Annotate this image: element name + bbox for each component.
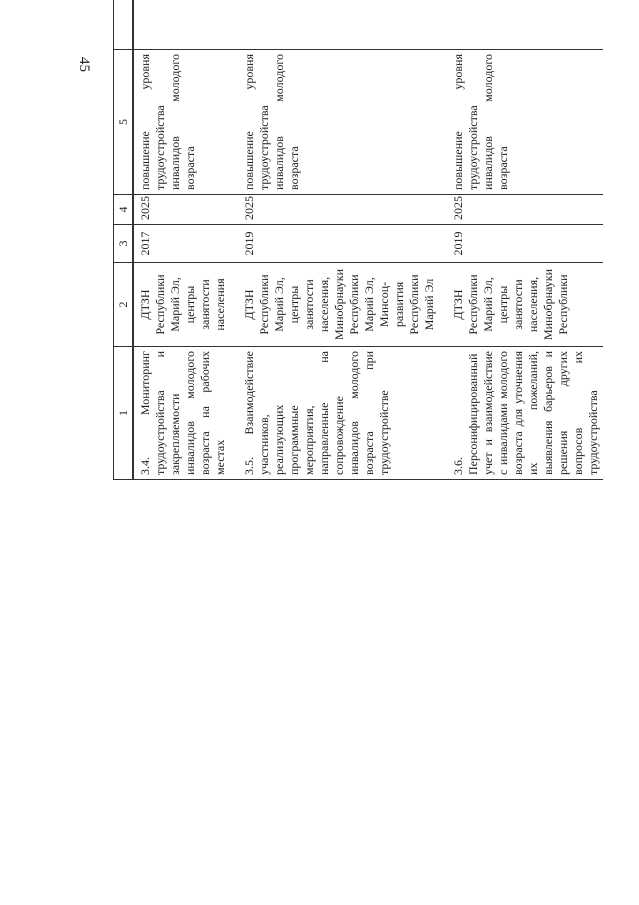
end-year-cell: 2025: [133, 195, 238, 225]
column-header: 1: [114, 347, 134, 480]
measure-cell: 3.5. Взаимодействие участников, реализующих программные мероприятия, направленные на сопровождение инвалидов молодого возраста при трудоустройстве: [238, 347, 447, 480]
measure-cell: 3.4. Мониторинг трудоустройства и закрепляемости инвалидов молодого возраста на рабочих местах: [133, 347, 238, 480]
result-cell: повышение уровня трудоустройства инвалидов молодого возраста: [133, 50, 238, 195]
table-row: [238, 0, 447, 480]
column-header: [114, 0, 134, 50]
table-cell: [238, 0, 447, 50]
table-row: [447, 0, 603, 480]
table-cell: [133, 0, 238, 50]
column-header: 3: [114, 225, 134, 263]
start-year-cell: 2017: [133, 225, 238, 263]
table-row: [133, 0, 238, 480]
page-number: 45: [76, 57, 92, 72]
table-cell: [447, 0, 603, 50]
start-year-cell: 2019: [447, 225, 603, 263]
column-header: 5: [114, 50, 134, 195]
result-cell: повышение уровня трудоустройства инвалидов молодого возраста: [447, 50, 603, 195]
measure-cell: 3.6. Персонифицированный учет и взаимодействие с инвалидами молодого возраста для уточнения их пожеланий, выявления барьеров и решения других вопросов их трудоустройства: [447, 347, 603, 480]
column-header: 4: [114, 195, 134, 225]
end-year-cell: 2025: [238, 195, 447, 225]
result-cell: повышение уровня трудоустройства инвалидов молодого возраста: [238, 50, 447, 195]
executors-cell: ДТЗН Республики Марий Эл, центры занятости населения: [133, 263, 238, 347]
header-row: [114, 0, 134, 480]
start-year-cell: 2019: [238, 225, 447, 263]
end-year-cell: 2025: [447, 195, 603, 225]
executors-cell: ДТЗН Республики Марий Эл, центры занятости населения, Минобрнауки Республики Марий Эл, Минсоцразвития Республики Марий Эл: [238, 263, 447, 347]
executors-cell: ДТЗН Республики Марий Эл, центры занятости населения, Минобрнауки Республики: [447, 263, 603, 347]
column-header: 2: [114, 263, 134, 347]
table-container: [113, 0, 600, 480]
measures-table: [113, 0, 603, 480]
